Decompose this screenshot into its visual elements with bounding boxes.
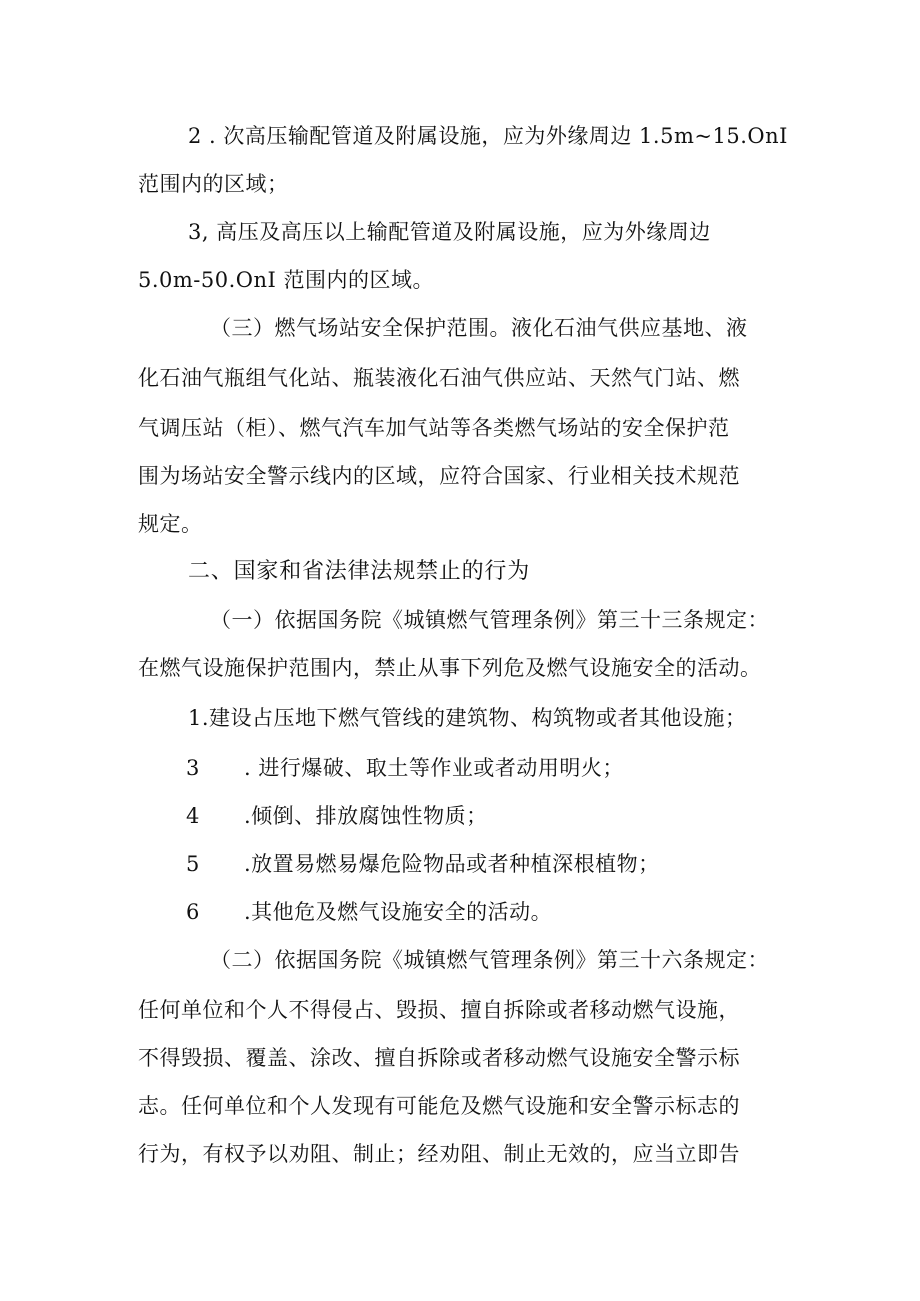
paragraph-line: 范围内的区域； <box>138 172 289 196</box>
section-heading: 二、国家和省法律法规禁止的行为 <box>188 559 531 584</box>
list-item-number: 6 <box>186 900 200 924</box>
paragraph-line: （二）依据国务院《城镇燃气管理条例》第三十六条规定： <box>210 948 769 972</box>
paragraph-line: 5.0m-50.OnI 范围内的区域。 <box>138 268 435 292</box>
list-item-text: .倾倒、排放腐蚀性物质； <box>244 804 488 828</box>
paragraph-line: 围为场站安全警示线内的区域，应符合国家、行业相关技术规范 <box>138 464 740 488</box>
list-item-number: 5 <box>186 852 200 876</box>
list-item-text: . 进行爆破、取土等作业或者动用明火； <box>244 756 624 780</box>
paragraph-line: 不得毁损、覆盖、涂改、擅自拆除或者移动燃气设施安全警示标 <box>138 1046 740 1070</box>
paragraph-line: （一）依据国务院《城镇燃气管理条例》第三十三条规定： <box>210 608 769 632</box>
paragraph-line: 气调压站（柜）、燃气汽车加气站等各类燃气场站的安全保护范 <box>138 416 730 440</box>
paragraph-line: 2 . 次高压输配管道及附属设施，应为外缘周边 1.5m~15.OnI <box>188 124 788 148</box>
list-item-number: 4 <box>186 804 200 828</box>
paragraph-line: 1.建设占压地下燃气管线的建筑物、构筑物或者其他设施； <box>188 706 747 730</box>
paragraph-line: 规定。 <box>138 512 203 536</box>
paragraph-line: 化石油气瓶组气化站、瓶装液化石油气供应站、天然气门站、燃 <box>138 366 740 390</box>
list-item-text: .放置易燃易爆危险物品或者种植深根植物； <box>244 852 660 876</box>
paragraph-line: 在燃气设施保护范围内，禁止从事下列危及燃气设施安全的活动。 <box>138 656 762 680</box>
paragraph-line: 任何单位和个人不得侵占、毁损、擅自拆除或者移动燃气设施， <box>138 998 740 1022</box>
paragraph-line: 行为，有权予以劝阻、制止；经劝阻、制止无效的，应当立即告 <box>138 1142 740 1166</box>
paragraph-line: 志。任何单位和个人发现有可能危及燃气设施和安全警示标志的 <box>138 1094 740 1118</box>
list-item-number: 3 <box>186 756 200 780</box>
paragraph-line: 3, 高压及高压以上输配管道及附属设施，应为外缘周边 <box>188 220 711 244</box>
list-item-text: .其他危及燃气设施安全的活动。 <box>244 900 553 924</box>
paragraph-line: （三）燃气场站安全保护范围。液化石油气供应基地、液 <box>210 316 748 340</box>
